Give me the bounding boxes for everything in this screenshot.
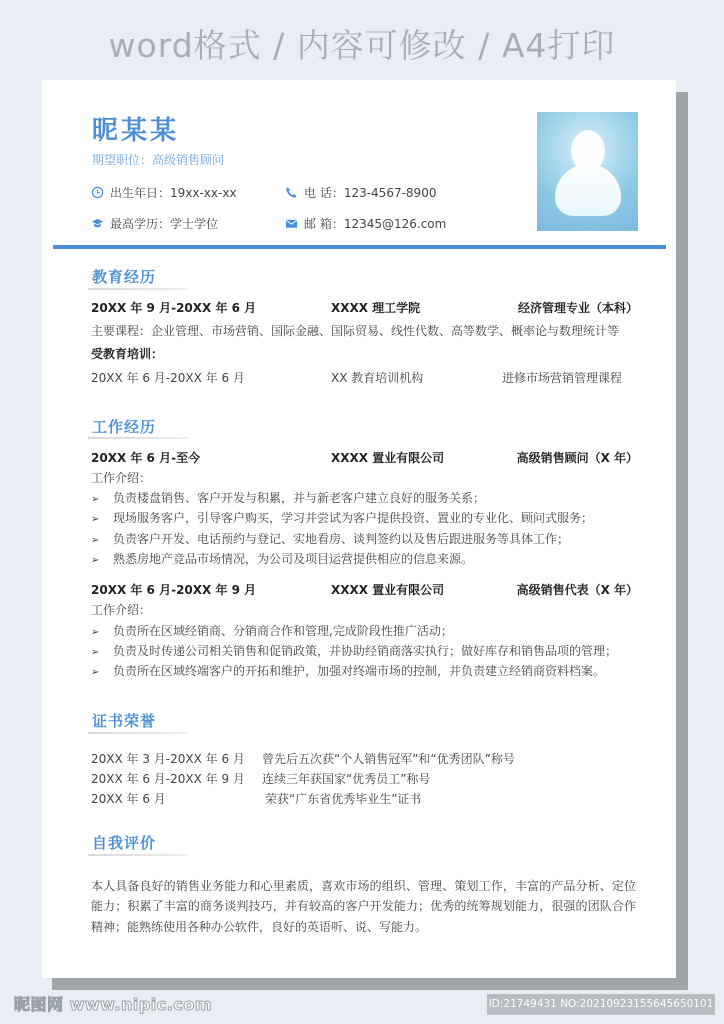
section-underline <box>88 437 187 439</box>
job-title: 高级销售顾问（X 年） <box>516 451 638 465</box>
email-info <box>285 215 446 232</box>
honor-date: 20XX 年 6 月-20XX 年 9 月 <box>91 772 245 786</box>
job-bullet: ➢ 负责所在区域经销商、分销商合作和管理,完成阶段性推广活动； <box>91 623 453 641</box>
job-date: 20XX 年 6 月-20XX 年 9 月 <box>91 583 257 597</box>
expected-position: 期望职位：高级销售顾问 <box>92 153 225 167</box>
section-underline <box>88 732 187 734</box>
edu-courses: 主要课程：企业管理、市场营销、国际金融、国际贸易、线性代数、高等数学、概率论与数理统计等 <box>91 324 620 338</box>
resume-name: 昵某某 <box>92 116 180 146</box>
degree-info <box>91 215 218 232</box>
training-org: XX 教育培训机构 <box>331 371 424 385</box>
banner-title: word格式 / 内容可修改 / A4打印 <box>108 26 616 65</box>
section-title-education: 教育经历 <box>92 268 157 286</box>
degree-text: 最高学历：学士学位 <box>110 217 219 231</box>
clock-icon <box>91 186 104 199</box>
header-divider <box>53 245 666 249</box>
edu-date: 20XX 年 9 月-20XX 年 6 月 <box>91 301 257 315</box>
honor-desc: 曾先后五次获“个人销售冠军”和“优秀团队”称号 <box>262 752 515 766</box>
honor-date: 20XX 年 6 月 <box>91 792 166 806</box>
arrow-bullet-icon: ➢ <box>91 535 100 546</box>
arrow-bullet-icon: ➢ <box>91 514 100 525</box>
section-title-self: 自我评价 <box>92 834 157 852</box>
graduation-cap-icon <box>91 217 104 230</box>
job-bullet: ➢ 负责所在区域终端客户的开拓和维护，加强对终端市场的控制，并负责建立经销商资料档案。 <box>91 663 605 681</box>
honor-desc: 荣获“广东省优秀毕业生”证书 <box>265 792 422 806</box>
arrow-bullet-icon: ➢ <box>91 627 100 638</box>
job-company: XXXX 置业有限公司 <box>331 583 445 597</box>
training-label: 受教育培训： <box>91 347 164 361</box>
job-title: 高级销售代表（X 年） <box>516 583 638 597</box>
job-bullet: ➢ 负责及时传递公司相关销售和促销政策，并协助经销商落实执行；做好库存和销售品项的管理； <box>91 643 617 661</box>
birth-info <box>91 184 237 201</box>
job-company: XXXX 置业有限公司 <box>331 451 445 465</box>
edu-school: XXXX 理工学院 <box>331 301 421 315</box>
job-bullet: ➢ 负责客户开发、电话预约与登记、实地看房、谈判签约以及售后跟进服务等具体工作； <box>91 531 569 549</box>
edu-major: 经济管理专业（本科） <box>517 301 638 315</box>
job-intro-label: 工作介绍： <box>91 471 152 485</box>
arrow-bullet-icon: ➢ <box>91 667 100 678</box>
section-title-work: 工作经历 <box>92 418 157 436</box>
job-date: 20XX 年 6 月-至今 <box>91 451 201 465</box>
training-date: 20XX 年 6 月-20XX 年 6 月 <box>91 371 245 385</box>
arrow-bullet-icon: ➢ <box>91 647 100 658</box>
image-id-badge: ID:21749431 NO:20210923155645650101 <box>487 994 715 1015</box>
section-underline <box>88 854 187 856</box>
honor-desc: 连续三年获国家“优秀员工”称号 <box>262 772 431 786</box>
phone-icon <box>285 186 298 199</box>
training-course: 进修市场营销管理课程 <box>502 371 623 385</box>
section-title-honors: 证书荣誉 <box>92 712 157 730</box>
arrow-bullet-icon: ➢ <box>91 555 100 566</box>
birth-text: 出生年日：19xx-xx-xx <box>110 186 237 200</box>
phone-text: 电 话：123-4567-8900 <box>304 186 437 200</box>
phone-info <box>285 184 436 201</box>
avatar-photo <box>537 112 638 231</box>
site-watermark: 昵图网 www.nipic.com <box>14 995 212 1014</box>
email-text: 邮 箱：12345@126.com <box>304 217 447 231</box>
arrow-bullet-icon: ➢ <box>91 494 100 505</box>
job-bullet: ➢ 现场服务客户，引导客户购买，学习并尝试为客户提供投资、置业的专业化、顾问式服务； <box>91 510 593 528</box>
job-bullet: ➢ 负责楼盘销售、客户开发与积累，并与新老客户建立良好的服务关系； <box>91 490 485 508</box>
job-intro-label: 工作介绍： <box>91 603 152 617</box>
honor-date: 20XX 年 3 月-20XX 年 6 月 <box>91 752 245 766</box>
job-bullet: ➢ 熟悉房地产竞品市场情况，为公司及项目运营提供相应的信息来源。 <box>91 551 473 569</box>
self-evaluation-text: 本人具备良好的销售业务能力和心里素质，喜欢市场的组织、管理、策划工作，丰富的产品分析、定位能力；积累了丰富的商务谈判技巧，并有较高的客户开发能力；优秀的统筹规划能力，很强的团队合作精神；能熟练使用各种办公软件，良好的英语听、说、写能力。 <box>91 879 636 934</box>
mail-icon <box>285 217 298 230</box>
section-underline <box>88 288 187 290</box>
